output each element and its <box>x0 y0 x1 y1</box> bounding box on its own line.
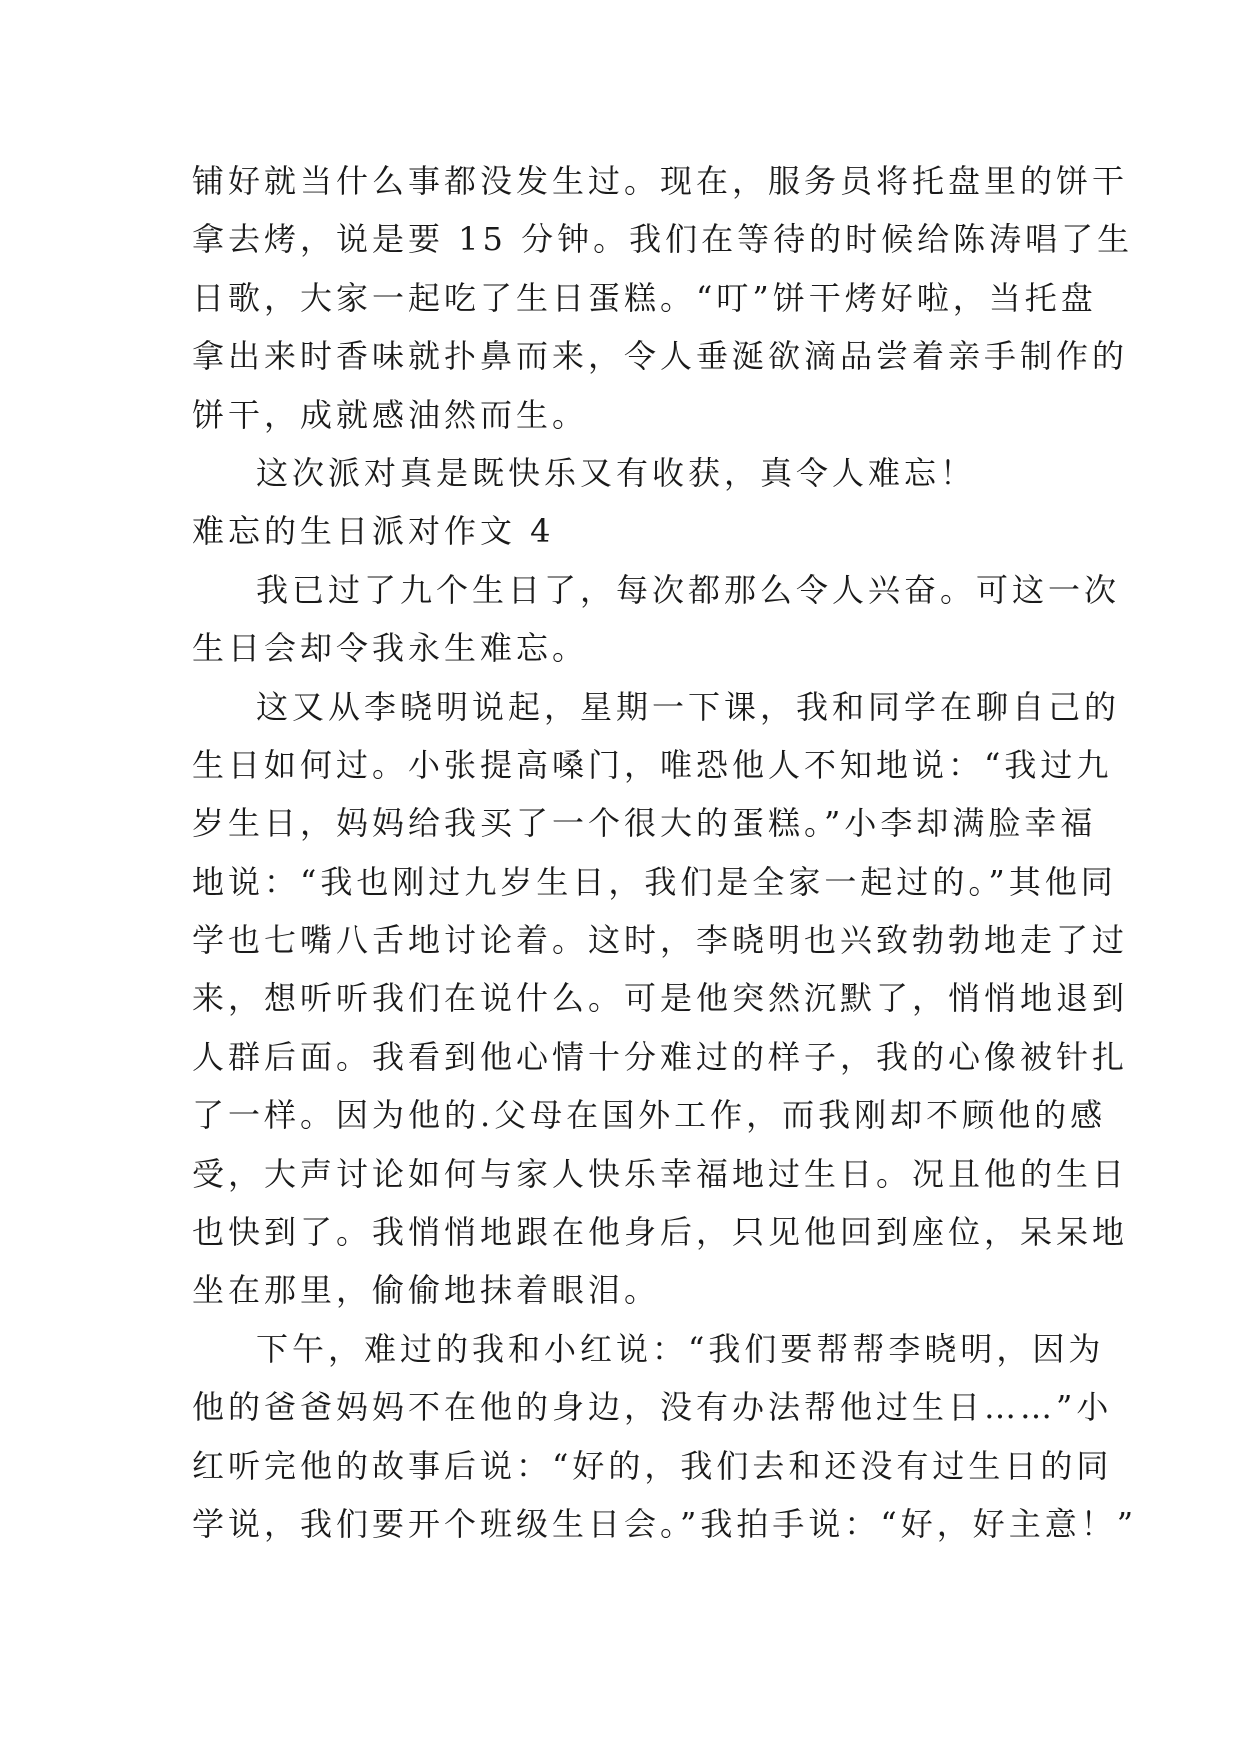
paragraph-line: 铺好就当什么事都没发生过。现在，服务员将托盘里的饼干 <box>192 162 1129 200</box>
paragraph-line: 来，想听听我们在说什么。可是他突然沉默了，悄悄地退到 <box>192 979 1129 1018</box>
paragraph-line: 也快到了。我悄悄地跟在他身后，只见他回到座位，呆呆地 <box>192 1213 1129 1252</box>
paragraph-line: 了一样。因为他的.父母在国外工作，而我刚却不顾他的感 <box>192 1096 1107 1135</box>
paragraph-line: 坐在那里，偷偷地抹着眼泪。 <box>192 1271 661 1310</box>
paragraph-line: 饼干，成就感油然而生。 <box>192 395 589 434</box>
paragraph-line: 受，大声讨论如何与家人快乐幸福地过生日。况且他的生日 <box>192 1154 1129 1193</box>
paragraph-line: 下午，难过的我和小红说：“我们要帮帮李晓明，因为 <box>256 1329 1105 1368</box>
paragraph-line: 拿出来时香味就扑鼻而来，令人垂涎欲滴品尝着亲手制作的 <box>192 337 1129 376</box>
section-heading: 难忘的生日派对作文 4 <box>192 512 555 551</box>
paragraph-line: 生日如何过。小张提高嗓门，唯恐他人不知地说：“我过九 <box>192 745 1113 784</box>
paragraph-line: 岁生日，妈妈给我买了一个很大的蛋糕。”小李却满脸幸福 <box>192 804 1097 843</box>
paragraph-line: 学也七嘴八舌地讨论着。这时，李晓明也兴致勃勃地走了过 <box>192 921 1129 960</box>
paragraph-line: 这又从李晓明说起，星期一下课，我和同学在聊自己的 <box>256 687 1121 726</box>
paragraph-line: 红听完他的故事后说：“好的，我们去和还没有过生日的同 <box>192 1446 1113 1485</box>
paragraph-line: 拿去烤，说是要 15 分钟。我们在等待的时候给陈涛唱了生 <box>192 220 1134 259</box>
paragraph-line: 人群后面。我看到他心情十分难过的样子，我的心像被针扎 <box>192 1037 1129 1076</box>
document-body <box>192 152 1138 1553</box>
paragraph-line: 地说：“我也刚过九岁生日，我们是全家一起过的。”其他同 <box>192 862 1117 901</box>
paragraph-line: 他的爸爸妈妈不在他的身边，没有办法帮他过生日……”小 <box>192 1388 1113 1427</box>
paragraph-line: 我已过了九个生日了，每次都那么令人兴奋。可这一次 <box>256 570 1121 609</box>
paragraph-line: 生日会却令我永生难忘。 <box>192 629 589 668</box>
paragraph-line: 这次派对真是既快乐又有收获，真令人难忘！ <box>256 453 977 492</box>
paragraph-line: 学说，我们要开个班级生日会。”我拍手说：“好，好主意！” <box>192 1504 1138 1543</box>
paragraph-line: 日歌，大家一起吃了生日蛋糕。“叮”饼干烤好啦，当托盘 <box>192 278 1097 317</box>
